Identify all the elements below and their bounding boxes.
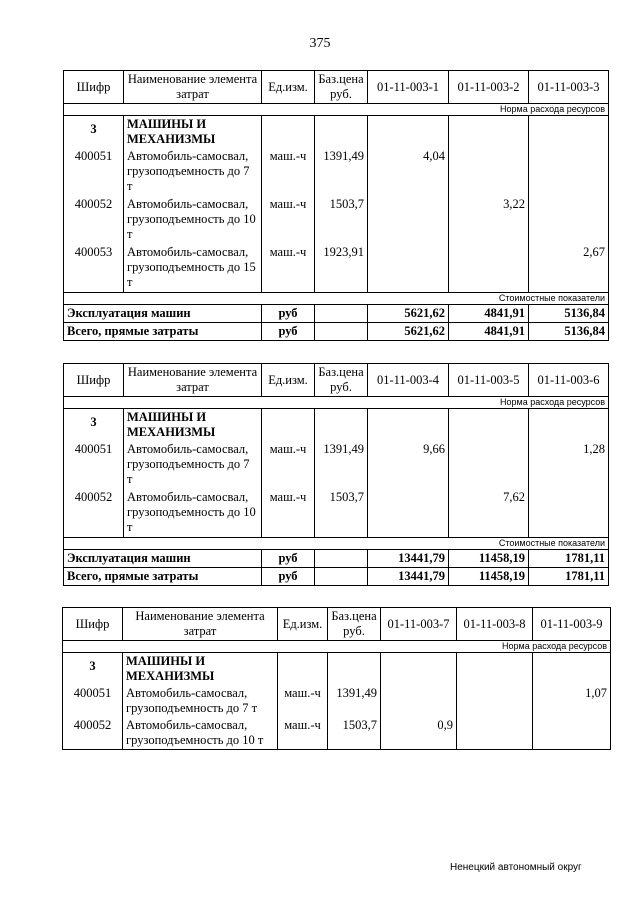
unit-rub: руб [262, 567, 315, 585]
rate-value: 4,04 [368, 148, 449, 196]
cost-row [64, 292, 609, 304]
rate-value [368, 244, 449, 292]
col-price-header: Баз.цена руб. [315, 71, 368, 104]
resource-row [63, 685, 611, 717]
total-value: 13441,79 [368, 567, 449, 585]
unit-rub: руб [262, 549, 315, 567]
norma-row [64, 104, 609, 116]
resource-row [64, 148, 609, 196]
col-rate-header: 01-11-003-1 [368, 71, 449, 104]
resource-price: 1503,7 [328, 717, 381, 750]
total-value: 4841,91 [449, 322, 529, 340]
resource-unit: маш.-ч [278, 717, 328, 750]
resource-unit: маш.-ч [262, 196, 315, 244]
col-name-header: Наименование элемента затрат [124, 364, 262, 397]
col-rate-header: 01-11-003-8 [457, 608, 533, 641]
resource-unit: маш.-ч [278, 685, 328, 717]
resource-code: 400051 [64, 441, 124, 489]
col-rate-header: 01-11-003-3 [529, 71, 609, 104]
resource-unit: маш.-ч [262, 244, 315, 292]
resource-name: Автомобиль-самосвал, грузоподъемность до 7 т [124, 441, 262, 489]
machine-operation-row [64, 304, 609, 322]
cost-value: 11458,19 [449, 549, 529, 567]
section-title: МАШИНЫ И МЕХАНИЗМЫ [124, 116, 262, 149]
machine-operation-label: Эксплуатация машин [64, 549, 262, 567]
resource-unit: маш.-ч [262, 148, 315, 196]
section-row [63, 653, 611, 686]
rate-value: 3,22 [449, 196, 529, 244]
total-label: Всего, прямые затраты [64, 322, 262, 340]
resource-row [64, 244, 609, 292]
resource-table-1 [63, 70, 609, 341]
resource-row [64, 489, 609, 537]
unit-rub: руб [262, 304, 315, 322]
total-value: 1781,11 [529, 567, 609, 585]
rate-value [533, 717, 611, 750]
section-title: МАШИНЫ И МЕХАНИЗМЫ [123, 653, 278, 686]
col-unit-header: Ед.изм. [262, 364, 315, 397]
section-code: 3 [64, 116, 124, 149]
rate-value [368, 196, 449, 244]
rate-value [381, 685, 457, 717]
col-rate-header: 01-11-003-4 [368, 364, 449, 397]
col-code-header: Шифр [63, 608, 123, 641]
section-row [64, 116, 609, 149]
rate-value [457, 685, 533, 717]
norma-label: Норма расхода ресурсов [64, 397, 609, 409]
resource-table-2 [63, 363, 609, 586]
footer-region: Ненецкий автономный округ [450, 862, 582, 873]
resource-code: 400051 [63, 685, 123, 717]
page-number: 375 [309, 36, 331, 51]
col-price-header: Баз.цена руб. [315, 364, 368, 397]
col-rate-header: 01-11-003-2 [449, 71, 529, 104]
col-rate-header: 01-11-003-5 [449, 364, 529, 397]
resource-name: Автомобиль-самосвал, грузоподъемность до 7 т [124, 148, 262, 196]
rate-value [368, 489, 449, 537]
unit-rub: руб [262, 322, 315, 340]
rate-value: 0,9 [381, 717, 457, 750]
rate-value [449, 148, 529, 196]
rate-value: 1,07 [533, 685, 611, 717]
col-unit-header: Ед.изм. [278, 608, 328, 641]
resource-price: 1923,91 [315, 244, 368, 292]
section-row [64, 409, 609, 442]
rate-value [449, 441, 529, 489]
total-value: 5136,84 [529, 322, 609, 340]
total-row [64, 322, 609, 340]
norma-label: Норма расхода ресурсов [63, 641, 611, 653]
rate-value: 2,67 [529, 244, 609, 292]
col-rate-header: 01-11-003-6 [529, 364, 609, 397]
machine-operation-label: Эксплуатация машин [64, 304, 262, 322]
resource-price: 1391,49 [315, 441, 368, 489]
machine-operation-row [64, 549, 609, 567]
resource-name: Автомобиль-самосвал, грузоподъемность до 7 т [123, 685, 278, 717]
norma-row [63, 641, 611, 653]
resource-name: Автомобиль-самосвал, грузоподъемность до 10 т [124, 196, 262, 244]
rate-value [449, 244, 529, 292]
rate-value: 1,28 [529, 441, 609, 489]
resource-row [64, 441, 609, 489]
total-row [64, 567, 609, 585]
resource-code: 400052 [63, 717, 123, 750]
cost-value: 1781,11 [529, 549, 609, 567]
col-unit-header: Ед.изм. [262, 71, 315, 104]
col-name-header: Наименование элемента затрат [124, 71, 262, 104]
resource-table-3 [62, 607, 611, 750]
resource-price: 1503,7 [315, 196, 368, 244]
header-row [64, 364, 609, 397]
rate-value: 9,66 [368, 441, 449, 489]
cost-value: 13441,79 [368, 549, 449, 567]
total-label: Всего, прямые затраты [64, 567, 262, 585]
cost-label: Стоимостные показатели [64, 292, 609, 304]
total-value: 11458,19 [449, 567, 529, 585]
resource-code: 400052 [64, 489, 124, 537]
norma-row [64, 397, 609, 409]
section-code: 3 [64, 409, 124, 442]
rate-value [529, 196, 609, 244]
resource-price: 1503,7 [315, 489, 368, 537]
col-code-header: Шифр [64, 364, 124, 397]
header-row [63, 608, 611, 641]
section-code: 3 [63, 653, 123, 686]
resource-code: 400052 [64, 196, 124, 244]
cost-row [64, 537, 609, 549]
resource-price: 1391,49 [315, 148, 368, 196]
resource-name: Автомобиль-самосвал, грузоподъемность до 15 т [124, 244, 262, 292]
cost-label: Стоимостные показатели [64, 537, 609, 549]
rate-value [529, 148, 609, 196]
resource-row [64, 196, 609, 244]
norma-label: Норма расхода ресурсов [64, 104, 609, 116]
section-title: МАШИНЫ И МЕХАНИЗМЫ [124, 409, 262, 442]
cost-value: 5136,84 [529, 304, 609, 322]
cost-value: 5621,62 [368, 304, 449, 322]
resource-price: 1391,49 [328, 685, 381, 717]
resource-unit: маш.-ч [262, 489, 315, 537]
resource-code: 400053 [64, 244, 124, 292]
total-value: 5621,62 [368, 322, 449, 340]
resource-row [63, 717, 611, 750]
rate-value [457, 717, 533, 750]
resource-name: Автомобиль-самосвал, грузоподъемность до 10 т [124, 489, 262, 537]
header-row [64, 71, 609, 104]
cost-value: 4841,91 [449, 304, 529, 322]
rate-value [529, 489, 609, 537]
col-code-header: Шифр [64, 71, 124, 104]
col-name-header: Наименование элемента затрат [123, 608, 278, 641]
rate-value: 7,62 [449, 489, 529, 537]
resource-unit: маш.-ч [262, 441, 315, 489]
resource-name: Автомобиль-самосвал, грузоподъемность до 10 т [123, 717, 278, 750]
col-price-header: Баз.цена руб. [328, 608, 381, 641]
col-rate-header: 01-11-003-9 [533, 608, 611, 641]
col-rate-header: 01-11-003-7 [381, 608, 457, 641]
resource-code: 400051 [64, 148, 124, 196]
